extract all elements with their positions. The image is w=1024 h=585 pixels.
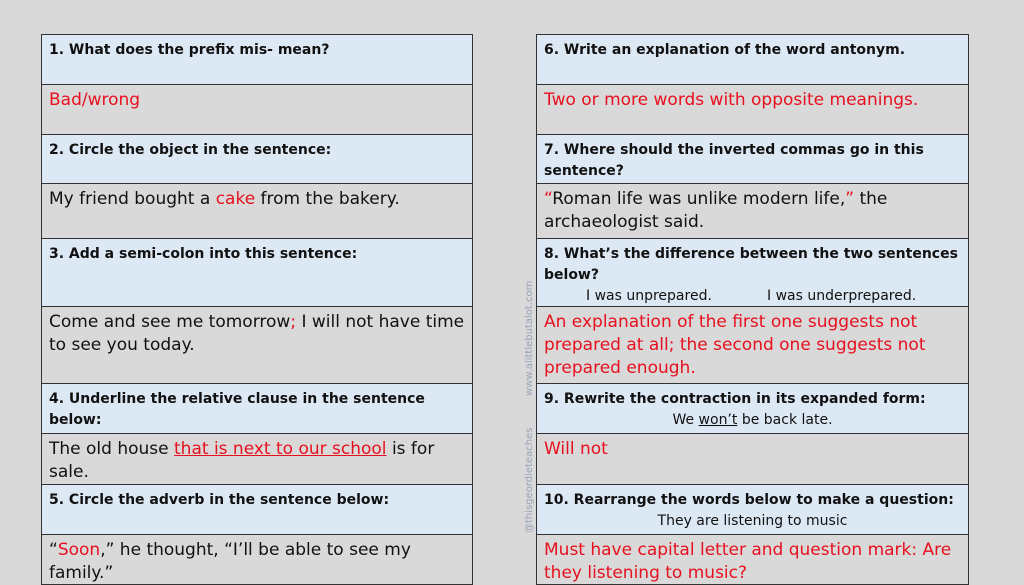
answer-4-pre: The old house <box>49 439 175 459</box>
question-3: 3. Add a semi-colon into this sentence: <box>42 239 472 307</box>
answer-3 <box>42 307 472 384</box>
question-10 <box>537 485 968 535</box>
left-question-column <box>41 34 473 585</box>
question-2: 2. Circle the object in the sentence: <box>42 135 472 184</box>
answer-1: Bad/wrong <box>42 85 472 135</box>
question-9-prompt: 9. Rewrite the contraction in its expanded form: <box>544 391 926 407</box>
question-9-sentence <box>544 410 961 430</box>
answer-5 <box>42 535 472 585</box>
watermark-handle: @thisgeordieteaches <box>524 427 535 533</box>
answer-3-highlight: ; <box>290 312 297 332</box>
watermark-site: www.alittlebutalot.com <box>524 280 535 396</box>
answer-7-open-quote: “ <box>544 189 553 209</box>
question-9-contraction: won’t <box>698 412 738 428</box>
answer-10: Must have capital letter and question mark: Are they listening to music? <box>537 535 968 585</box>
answer-7-speech: Roman life was unlike modern life, <box>552 189 846 209</box>
question-8 <box>537 239 968 307</box>
answer-8: An explanation of the first one suggests not prepared at all; the second one suggests not prepared enough. <box>537 307 968 384</box>
question-7: 7. Where should the inverted commas go in this sentence? <box>537 135 968 184</box>
answer-4-post: is for sale. <box>49 439 435 482</box>
question-4: 4. Underline the relative clause in the sentence below: <box>42 384 472 434</box>
answer-5-post: ,” he thought, “I’ll be able to see my family.” <box>49 540 411 583</box>
answer-2-highlight: cake <box>215 189 256 209</box>
question-5: 5. Circle the adverb in the sentence below: <box>42 485 472 535</box>
answer-9: Will not <box>537 434 968 485</box>
question-6: 6. Write an explanation of the word antonym. <box>537 35 968 85</box>
question-10-prompt: 10. Rearrange the words below to make a question: <box>544 492 954 508</box>
answer-5-highlight: Soon <box>57 540 101 560</box>
answer-2-post: from the bakery. <box>255 189 400 209</box>
answer-7-close-quote: ” <box>845 189 855 209</box>
answer-4-highlight: that is next to our school <box>174 439 387 459</box>
question-10-words: They are listening to music <box>657 513 848 529</box>
answer-3-post: I will not have time to see you today. <box>49 312 465 355</box>
answer-3-pre: Come and see me tomorrow <box>49 312 291 332</box>
question-9-post: be back late. <box>737 412 833 428</box>
question-8-prompt: 8. What’s the difference between the two sentences below? <box>544 246 958 283</box>
question-9-pre: We <box>672 412 699 428</box>
answer-7-post: the archaeologist said. <box>544 189 888 232</box>
answer-4 <box>42 434 472 485</box>
answer-2-pre: My friend bought a <box>49 189 216 209</box>
question-8-sentences <box>544 286 961 306</box>
question-1: 1. What does the prefix mis- mean? <box>42 35 472 85</box>
answer-5-pre: “ <box>49 540 58 560</box>
answer-2 <box>42 184 472 239</box>
question-8-sentence-2: I was underprepared. <box>767 288 917 304</box>
right-question-column <box>536 34 969 585</box>
answer-6: Two or more words with opposite meanings. <box>537 85 968 135</box>
question-9 <box>537 384 968 434</box>
answer-7 <box>537 184 968 239</box>
question-8-sentence-1: I was unprepared. <box>586 288 712 304</box>
